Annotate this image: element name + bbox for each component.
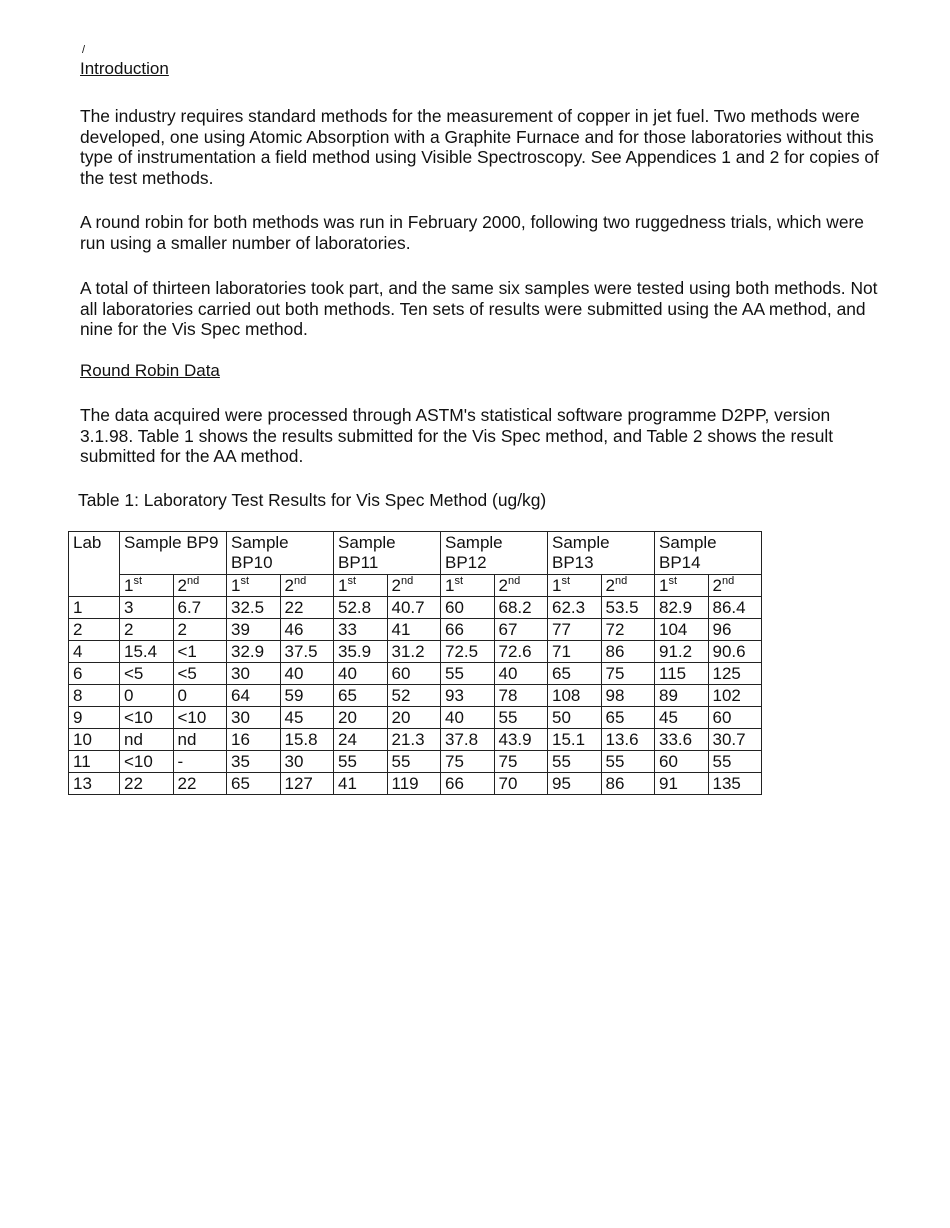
result-cell: 55: [548, 751, 602, 773]
result-cell: 60: [387, 663, 441, 685]
table1-caption: Table 1: Laboratory Test Results for Vis Spec Method (ug/kg): [78, 490, 547, 510]
result-cell: 35: [227, 751, 281, 773]
result-cell: <5: [120, 663, 174, 685]
result-cell: 115: [655, 663, 709, 685]
ordinal-number: 1: [552, 576, 562, 595]
result-cell: 96: [708, 619, 762, 641]
result-cell: 75: [494, 751, 548, 773]
result-cell: 22: [173, 773, 227, 795]
lab-id-cell: 13: [69, 773, 120, 795]
result-cell: 98: [601, 685, 655, 707]
result-cell: 119: [387, 773, 441, 795]
result-cell: 32.5: [227, 597, 281, 619]
table-row: [69, 619, 762, 641]
ordinal-suffix: nd: [507, 575, 521, 587]
ordinal-suffix: nd: [721, 575, 735, 587]
lab-id-cell: 8: [69, 685, 120, 707]
result-cell: 15.4: [120, 641, 174, 663]
results-table: [68, 531, 762, 795]
sample-header-bp9: Sample BP9: [120, 532, 227, 575]
result-cell: 37.8: [441, 729, 495, 751]
result-cell: <10: [120, 751, 174, 773]
table-ordinal-header-row: [69, 575, 762, 597]
ordinal-suffix: nd: [400, 575, 414, 587]
result-cell: 20: [387, 707, 441, 729]
result-cell: 91.2: [655, 641, 709, 663]
result-cell: 125: [708, 663, 762, 685]
result-cell: 30: [280, 751, 334, 773]
result-cell: 0: [173, 685, 227, 707]
result-cell: 15.8: [280, 729, 334, 751]
result-cell: <10: [120, 707, 174, 729]
result-cell: 65: [227, 773, 281, 795]
result-cell: 43.9: [494, 729, 548, 751]
result-cell: 3: [120, 597, 174, 619]
result-cell: 41: [387, 619, 441, 641]
result-cell: 72: [601, 619, 655, 641]
result-cell: 60: [708, 707, 762, 729]
result-cell: 60: [441, 597, 495, 619]
ordinal-header-second: [494, 575, 548, 597]
result-cell: 55: [708, 751, 762, 773]
result-cell: 65: [601, 707, 655, 729]
result-cell: 93: [441, 685, 495, 707]
round-robin-paragraph: The data acquired were processed through ASTM's statistical software programme D2PP, version 3.1.98. Table 1 shows the results submitted for the Vis Spec method, and Table 2 shows the result submitted for the AA method.: [80, 405, 834, 466]
result-cell: 72.6: [494, 641, 548, 663]
result-cell: 55: [494, 707, 548, 729]
ordinal-number: 2: [498, 576, 508, 595]
result-cell: 46: [280, 619, 334, 641]
result-cell: 75: [441, 751, 495, 773]
ordinal-header-second: [173, 575, 227, 597]
result-cell: 60: [655, 751, 709, 773]
result-cell: 104: [655, 619, 709, 641]
result-cell: nd: [173, 729, 227, 751]
result-cell: <10: [173, 707, 227, 729]
ordinal-header-first: [441, 575, 495, 597]
result-cell: 13.6: [601, 729, 655, 751]
ordinal-number: 1: [338, 576, 348, 595]
result-cell: nd: [120, 729, 174, 751]
sample-header-bp14: Sample BP14: [655, 532, 762, 575]
ordinal-header-second: [280, 575, 334, 597]
ordinal-number: 2: [177, 576, 187, 595]
result-cell: 37.5: [280, 641, 334, 663]
result-cell: 55: [387, 751, 441, 773]
sample-header-bp10: Sample BP10: [227, 532, 334, 575]
result-cell: 108: [548, 685, 602, 707]
result-cell: 39: [227, 619, 281, 641]
table-row: [69, 773, 762, 795]
margin-mark: /: [82, 44, 86, 56]
result-cell: 33: [334, 619, 388, 641]
result-cell: 86.4: [708, 597, 762, 619]
ordinal-suffix: st: [347, 575, 357, 587]
result-cell: 21.3: [387, 729, 441, 751]
intro-paragraph-1: The industry requires standard methods for the measurement of copper in jet fuel. Two methods were developed, one using Atomic Absorption with a Graphite Furnace and for those laboratories without this type of instrumentation a field method using Visible Spectroscopy. See Appendices 1 and 2 for copies of the test methods.: [80, 106, 879, 188]
table-row: [69, 685, 762, 707]
ordinal-suffix: nd: [293, 575, 307, 587]
result-cell: 16: [227, 729, 281, 751]
result-cell: 65: [548, 663, 602, 685]
result-cell: 15.1: [548, 729, 602, 751]
lab-id-cell: 6: [69, 663, 120, 685]
table-row: [69, 663, 762, 685]
result-cell: 91: [655, 773, 709, 795]
result-cell: 55: [601, 751, 655, 773]
introduction-heading: Introduction: [80, 59, 169, 78]
ordinal-number: 1: [231, 576, 241, 595]
result-cell: 40: [441, 707, 495, 729]
result-cell: 24: [334, 729, 388, 751]
table-body: [69, 597, 762, 795]
ordinal-header-second: [387, 575, 441, 597]
sample-header-bp12: Sample BP12: [441, 532, 548, 575]
ordinal-suffix: nd: [186, 575, 200, 587]
result-cell: 75: [601, 663, 655, 685]
ordinal-suffix: st: [668, 575, 678, 587]
table-row: [69, 751, 762, 773]
result-cell: 0: [120, 685, 174, 707]
table-group-header-row: [69, 532, 762, 575]
result-cell: 95: [548, 773, 602, 795]
result-cell: 22: [280, 597, 334, 619]
result-cell: 45: [655, 707, 709, 729]
result-cell: 82.9: [655, 597, 709, 619]
result-cell: 64: [227, 685, 281, 707]
result-cell: 86: [601, 773, 655, 795]
result-cell: 59: [280, 685, 334, 707]
result-cell: 86: [601, 641, 655, 663]
result-cell: 89: [655, 685, 709, 707]
result-cell: 90.6: [708, 641, 762, 663]
lab-id-cell: 2: [69, 619, 120, 641]
ordinal-header-second: [708, 575, 762, 597]
ordinal-number: 1: [659, 576, 669, 595]
result-cell: 41: [334, 773, 388, 795]
lab-header: Lab: [69, 532, 120, 597]
result-cell: 68.2: [494, 597, 548, 619]
ordinal-header-first: [334, 575, 388, 597]
result-cell: 67: [494, 619, 548, 641]
result-cell: 66: [441, 773, 495, 795]
ordinal-suffix: st: [133, 575, 143, 587]
ordinal-number: 2: [391, 576, 401, 595]
ordinal-suffix: st: [454, 575, 464, 587]
result-cell: 30: [227, 707, 281, 729]
ordinal-header-second: [601, 575, 655, 597]
result-cell: 52.8: [334, 597, 388, 619]
ordinal-suffix: st: [561, 575, 571, 587]
lab-id-cell: 4: [69, 641, 120, 663]
result-cell: 102: [708, 685, 762, 707]
ordinal-header-first: [120, 575, 174, 597]
table-row: [69, 641, 762, 663]
result-cell: 55: [441, 663, 495, 685]
lab-id-cell: 10: [69, 729, 120, 751]
result-cell: 45: [280, 707, 334, 729]
result-cell: 66: [441, 619, 495, 641]
result-cell: 2: [173, 619, 227, 641]
result-cell: 135: [708, 773, 762, 795]
sample-header-bp13: Sample BP13: [548, 532, 655, 575]
result-cell: 70: [494, 773, 548, 795]
ordinal-suffix: nd: [614, 575, 628, 587]
ordinal-number: 2: [712, 576, 722, 595]
table-row: [69, 729, 762, 751]
result-cell: 2: [120, 619, 174, 641]
result-cell: -: [173, 751, 227, 773]
intro-paragraph-2: A round robin for both methods was run in February 2000, following two ruggedness trials, which were run using a smaller number of laboratories.: [80, 212, 864, 253]
table-row: [69, 597, 762, 619]
lab-id-cell: 1: [69, 597, 120, 619]
result-cell: 40: [334, 663, 388, 685]
result-cell: 31.2: [387, 641, 441, 663]
result-cell: 62.3: [548, 597, 602, 619]
ordinal-header-first: [548, 575, 602, 597]
result-cell: 72.5: [441, 641, 495, 663]
intro-paragraph-3: A total of thirteen laboratories took part, and the same six samples were tested using both methods. Not all laboratories carried out both methods. Ten sets of results were submitted using the AA method, and nine for the Vis Spec method.: [80, 278, 878, 339]
ordinal-number: 2: [605, 576, 615, 595]
result-cell: 35.9: [334, 641, 388, 663]
result-cell: 55: [334, 751, 388, 773]
result-cell: 30.7: [708, 729, 762, 751]
result-cell: 30: [227, 663, 281, 685]
result-cell: 78: [494, 685, 548, 707]
lab-id-cell: 11: [69, 751, 120, 773]
result-cell: 77: [548, 619, 602, 641]
result-cell: 40: [280, 663, 334, 685]
result-cell: 33.6: [655, 729, 709, 751]
result-cell: 71: [548, 641, 602, 663]
result-cell: 32.9: [227, 641, 281, 663]
ordinal-number: 1: [124, 576, 134, 595]
result-cell: <5: [173, 663, 227, 685]
result-cell: 53.5: [601, 597, 655, 619]
table-row: [69, 707, 762, 729]
ordinal-header-first: [655, 575, 709, 597]
lab-id-cell: 9: [69, 707, 120, 729]
ordinal-header-first: [227, 575, 281, 597]
result-cell: 65: [334, 685, 388, 707]
ordinal-number: 2: [284, 576, 294, 595]
sample-header-bp11: Sample BP11: [334, 532, 441, 575]
ordinal-number: 1: [445, 576, 455, 595]
result-cell: 52: [387, 685, 441, 707]
result-cell: 6.7: [173, 597, 227, 619]
ordinal-suffix: st: [240, 575, 250, 587]
result-cell: <1: [173, 641, 227, 663]
result-cell: 22: [120, 773, 174, 795]
round-robin-heading: Round Robin Data: [80, 361, 220, 380]
result-cell: 20: [334, 707, 388, 729]
result-cell: 127: [280, 773, 334, 795]
result-cell: 50: [548, 707, 602, 729]
result-cell: 40: [494, 663, 548, 685]
result-cell: 40.7: [387, 597, 441, 619]
